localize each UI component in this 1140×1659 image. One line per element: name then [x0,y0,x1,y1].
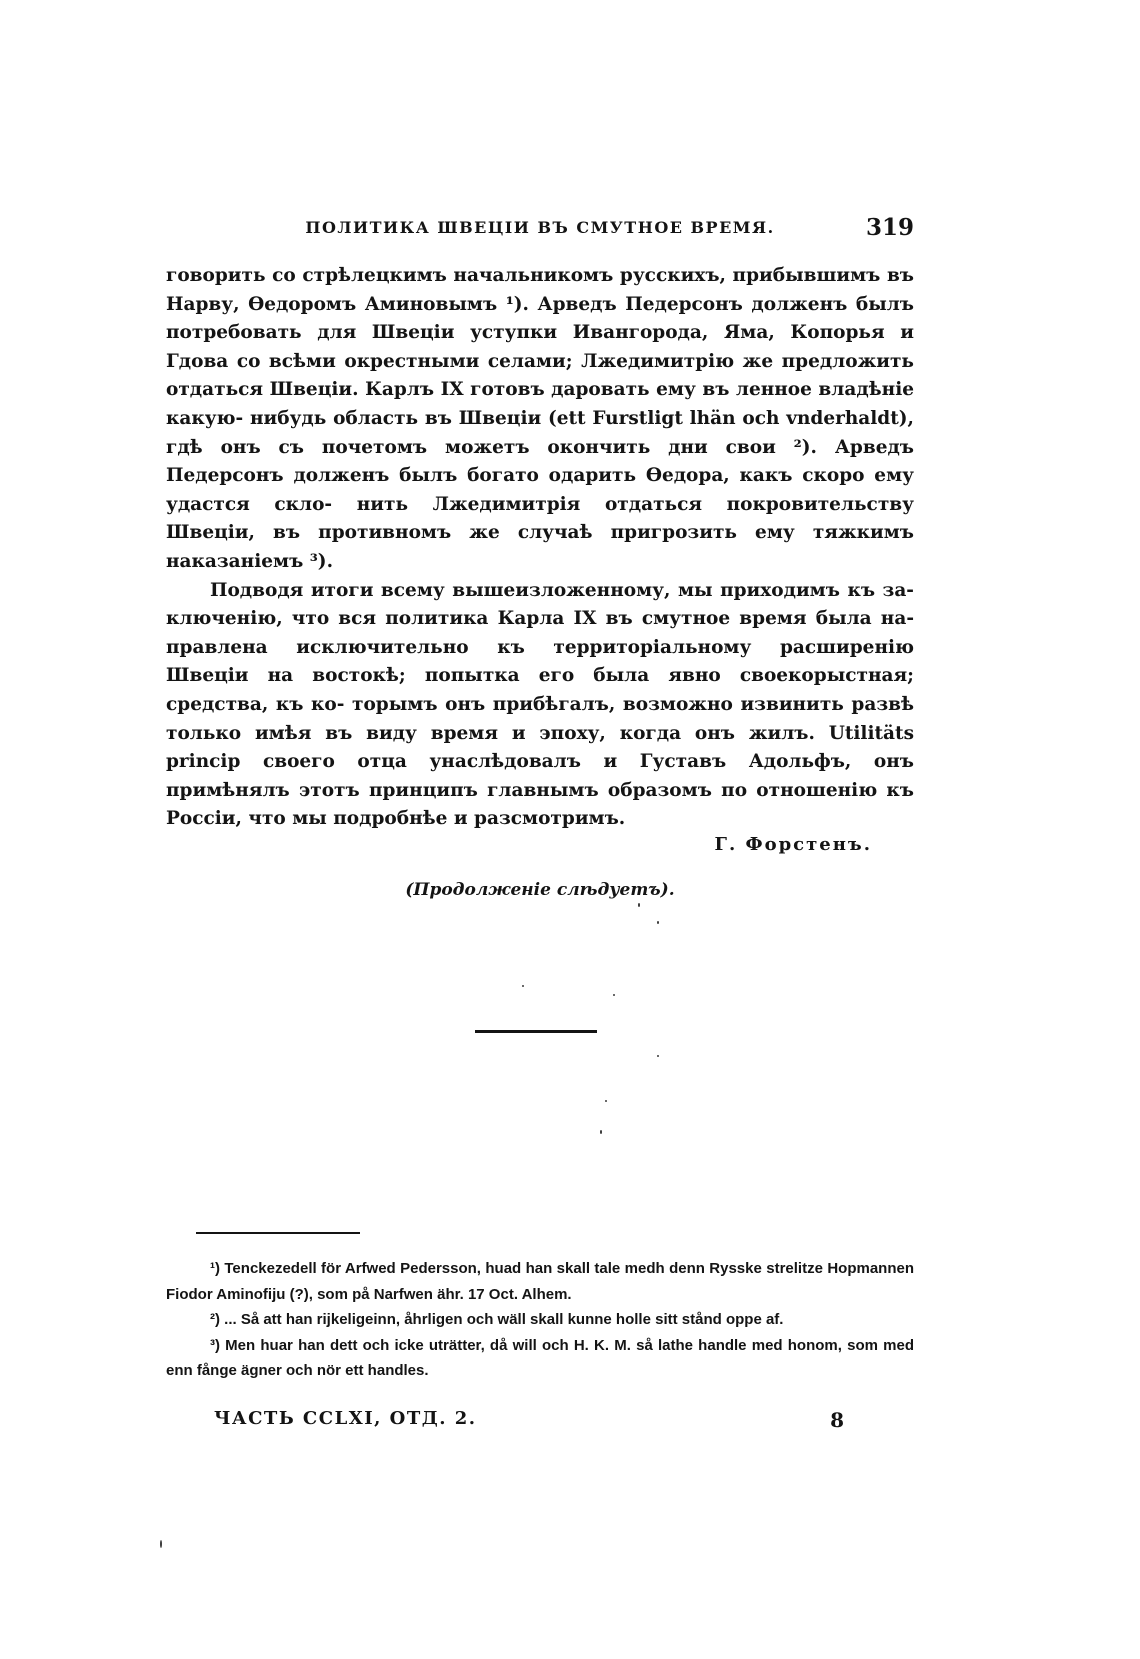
text-line: на востокѣ; попытка его была явно своекорыстная; средства, къ ко- [166,665,914,715]
author-signature: Г. Форстенъ. [714,834,872,855]
text-line: виду время и эпоху, когда онъ жилъ. Utilitäts princip своего отца [166,722,914,773]
text-line: Подводя итоги всему вышеизложенному, мы приходимъ къ за- [210,579,914,601]
text-line: разсмотримъ. [474,808,626,830]
section-divider [475,1030,597,1033]
text-line: нить Лжедимитрія отдаться покровительству Швеціи, въ противномъ [166,493,914,544]
print-speck [638,903,640,907]
running-title: ПОЛИТИКА ШВЕЦІИ ВЪ СМУТНОЕ ВРЕМЯ. [305,218,775,237]
footnote-line: ²) ... Så att han rijkeligeinn, åhrligen och wäll skall kunne holle sitt stånd [210,1311,722,1328]
print-speck [160,1540,162,1548]
page-footer [214,1408,844,1438]
body-text [166,262,914,834]
printer-signature-mark: ЧАСТЬ CCLXI, ОТД. 2. [214,1408,477,1429]
text-line: правлена исключительно къ территоріальному расширенію Швеціи [166,636,914,687]
print-speck [657,1055,659,1057]
text-line: ключенію, что вся политика Карла IX въ смутное время была на- [166,608,914,630]
text-line: нибудь область въ Швеціи (ett Furstligt lhän och vnderhaldt), гдѣ [166,407,914,458]
text-line: со всѣми окрестными селами; Лжедимитрію же предложить отдаться [166,350,914,401]
text-line: торымъ онъ прибѣгалъ, возможно извинить развѣ только имѣя въ [166,693,915,744]
text-line: Швеціи. Карлъ IX готовъ даровать ему въ ленное владѣніе какую- [166,379,914,429]
text-line: онъ съ почетомъ можетъ окончить дни свои ²). Арведъ Педерсонъ [166,436,914,487]
text-line: Нарву, Ѳедоромъ Аминовымъ ¹). Арведъ Педерсонъ долженъ былъ [166,293,914,315]
text-line: главнымъ образомъ по отношенію къ Россіи, что мы подробнѣе и [166,779,914,830]
footnote-2 [166,1307,914,1333]
footnote-line: strelitze Hopmannen Fiodor Aminofiju (?), som på Narfwen ähr. 17 Oct. Alhem. [166,1260,915,1303]
footnote-divider [196,1232,360,1234]
footnotes [166,1256,914,1384]
text-line: долженъ былъ богато одарить Ѳедора, какъ скоро ему удастся скло- [166,465,914,515]
running-head [166,214,914,242]
footnote-line: ³) Men huar han dett och icke uträtter, då will och H. K. M. så lathe handle [210,1336,747,1354]
print-speck [613,994,615,996]
text-line: унаслѣдовалъ и Густавъ Адольфъ, онъ примѣнялъ этотъ принципъ [166,751,914,801]
sheet-number: 8 [830,1408,844,1432]
text-line: говорить со стрѣлецкимъ начальникомъ русскихъ, прибывшимъ въ [166,265,914,286]
text-line: же случаѣ пригрозить ему тяжкимъ наказаніемъ ³). [166,522,914,572]
footnote-line: ¹) Tenckezedell för Arfwed Pedersson, huad han skall tale medh denn Rysske [210,1260,762,1277]
paragraph-1 [166,262,914,577]
paragraph-2 [166,577,914,834]
print-speck [605,1100,607,1102]
footnote-1 [166,1256,914,1307]
continuation-note: (Продолженіе слѣдуетъ). [405,880,675,900]
footnote-line: med honom, som med enn fånge ägner och nör ett handles. [166,1336,915,1379]
page-number: 319 [865,214,914,241]
print-speck [657,921,659,924]
print-speck [522,985,524,987]
print-speck [600,1130,602,1134]
footnote-3 [166,1333,914,1384]
footnote-line: oppe af. [725,1311,784,1328]
text-line: потребовать для Швеціи уступки Ивангорода, Яма, Копорья и Гдова [166,322,914,372]
